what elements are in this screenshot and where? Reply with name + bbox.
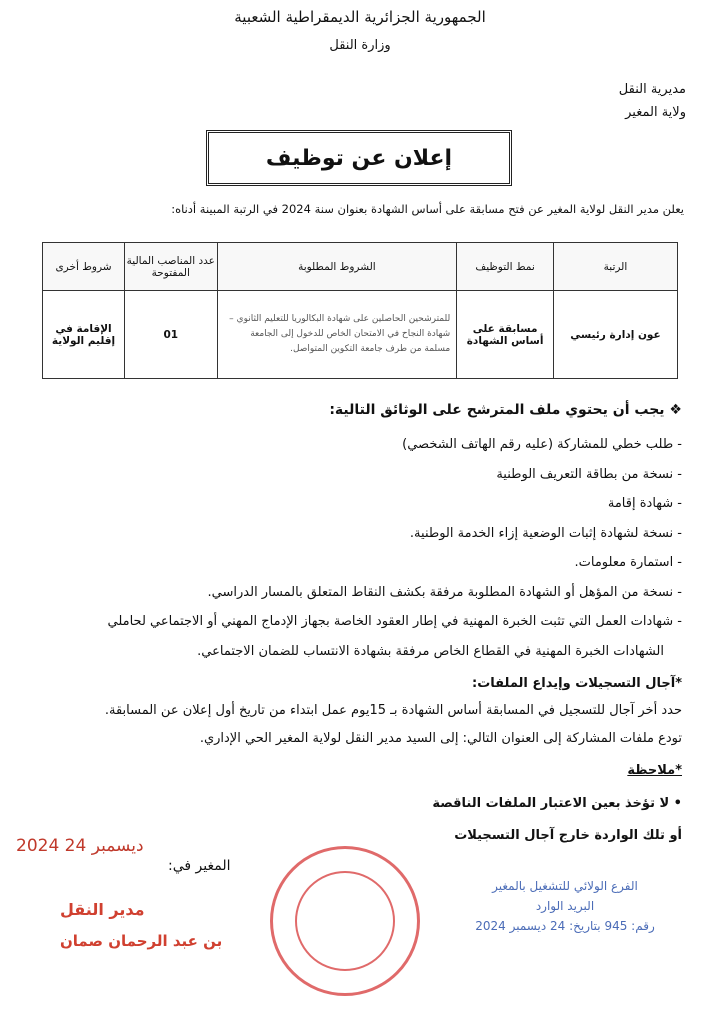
- list-item: الشهادات الخبرة المهنية في القطاع الخاص مرفقة بشهادة الانتساب للضمان الاجتماعي.: [197, 643, 664, 659]
- table-row: [43, 291, 678, 379]
- positions-table: [42, 242, 678, 379]
- list-item: - نسخة لشهادة إثبات الوضعية إزاء الخدمة الوطنية.: [409, 525, 682, 541]
- col-rank: الرتبة: [553, 243, 677, 291]
- intro-paragraph: يعلن مدير النقل لولاية المغير عن فتح مسابقة على أساس الشهادة بعنوان سنة 2024 في الرتبة المبينة أدناه:: [171, 202, 684, 216]
- col-mode: نمط التوظيف: [457, 243, 554, 291]
- handwritten-date: 2024 ديسمبر 24: [16, 836, 144, 856]
- note-line: أو تلك الواردة خارج آجال التسجيلات: [454, 828, 682, 843]
- col-other: شروط أخرى: [43, 243, 125, 291]
- cell-other: الإقامة في إقليم الولاية: [43, 291, 125, 379]
- list-item: - نسخة من المؤهل أو الشهادة المطلوبة مرفقة بكشف النقاط المتعلق بالمسار الدراسي.: [207, 584, 682, 600]
- wilaya-name: ولاية المغير: [625, 105, 686, 120]
- list-item: - شهادات العمل التي تثبت الخبرة المهنية في إطار العقود الخاصة بجهاز الإدماج المهني أو الاجتماعي لحاملي: [107, 614, 682, 629]
- signature-title: مدير النقل: [60, 900, 145, 919]
- signatory-name: بن عبد الرحمان صمان: [60, 932, 223, 950]
- cell-requirements: للمترشحين الحاصلين على شهادة البكالوريا للتعليم الثانوي – شهادة النجاح في الامتحان الخاص للدخول إلى الجامعة مسلمة من طرف جامعة التكوين المتواصل.: [217, 291, 457, 379]
- note-line: • لا تؤخذ بعين الاعتبار الملفات الناقصة: [432, 796, 682, 811]
- reception-stamp: [434, 876, 696, 936]
- col-requirements: الشروط المطلوبة: [217, 243, 457, 291]
- stamp-mail: البريد الوارد: [535, 899, 595, 913]
- table-header-row: [43, 243, 678, 291]
- list-item: - طلب خطي للمشاركة (عليه رقم الهاتف الشخصي): [402, 437, 682, 452]
- list-item: - نسخة من بطاقة التعريف الوطنية: [496, 466, 682, 482]
- list-item: - شهادة إقامة: [607, 496, 682, 511]
- cell-positions: 01: [125, 291, 218, 379]
- documents-list: [32, 430, 682, 666]
- stamp-office: الفرع الولائي للتشغيل بالمغير: [492, 879, 638, 893]
- announcement-title: إعلان عن توظيف: [206, 130, 512, 186]
- stamp-number-date: رقم: 945 بتاريخ: 24 ديسمبر 2024: [475, 919, 655, 933]
- ministry-header: وزارة النقل: [329, 38, 391, 53]
- seal-inner-ring: [295, 871, 395, 971]
- official-seal-icon: [270, 846, 420, 996]
- signature-place: المغير في:: [168, 858, 231, 874]
- cell-rank: عون إدارة رئيسي: [553, 291, 677, 379]
- directorate-name: مديرية النقل: [618, 82, 686, 97]
- submission-address: تودع ملفات المشاركة إلى العنوان التالي: إلى السيد مدير النقل لولاية المغير الحي الإداري.: [199, 731, 682, 746]
- deadline-text: حدد أخر آجال للتسجيل في المسابقة أساس الشهادة بـ 15يوم عمل ابتداء من تاريخ أول إعلان عن المسابقة.: [104, 703, 682, 718]
- col-positions: عدد المناصب المالية المفتوحة: [125, 243, 218, 291]
- note-title: *ملاحظة: [627, 763, 682, 778]
- documents-title: ❖ يجب أن يحتوي ملف المترشح على الوثائق التالية:: [329, 402, 682, 418]
- list-item: - استمارة معلومات.: [574, 555, 682, 570]
- cell-mode: مسابقة على أساس الشهادة: [457, 291, 554, 379]
- deadlines-title: *آجال التسجيلات وإيداع الملفات:: [472, 676, 682, 691]
- republic-header: الجمهورية الجزائرية الديمقراطية الشعبية: [234, 8, 486, 26]
